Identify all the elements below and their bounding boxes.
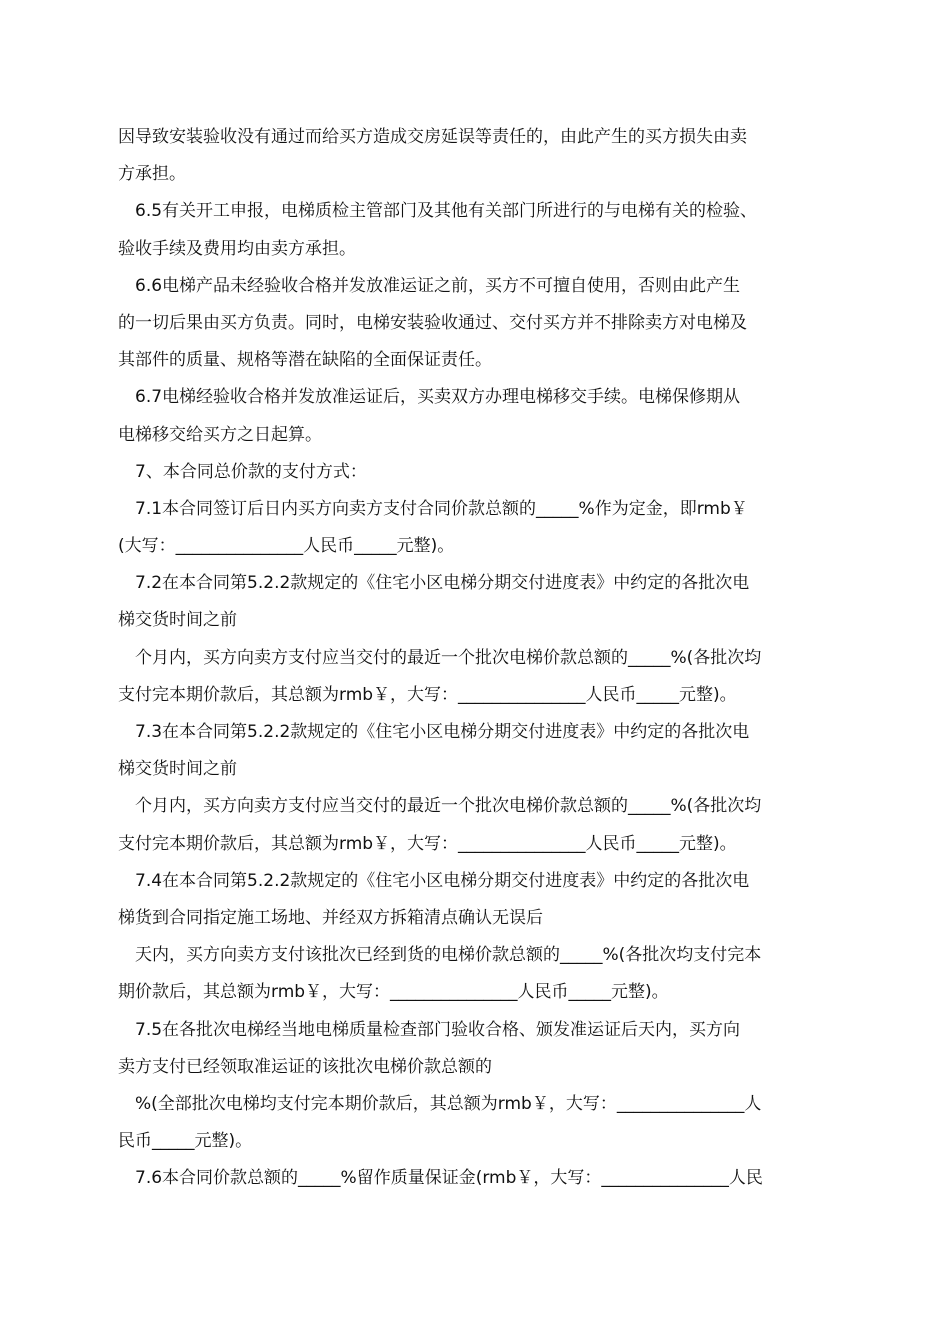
text-line: %(全部批次电梯均支付完本期价款后，其总额为rmb￥，大写：_______________人 <box>135 1093 762 1114</box>
text-line: 的一切后果由买方负责。同时，电梯安装验收通过、交付买方并不排除卖方对电梯及 <box>118 312 747 333</box>
text-line: 个月内，买方向卖方支付应当交付的最近一个批次电梯价款总额的_____%(各批次均 <box>135 796 762 817</box>
text-line: 天内，买方向卖方支付该批次已经到货的电梯价款总额的_____%(各批次均支付完本 <box>135 945 762 966</box>
text-line: 期价款后，其总额为rmb￥，大写：_______________人民币_____元整)。 <box>118 982 669 1003</box>
text-line: 支付完本期价款后，其总额为rmb￥，大写：_______________人民币_____元整)。 <box>118 833 737 854</box>
text-line: 民币_____元整)。 <box>118 1131 253 1152</box>
clause-7-5: 7.5在各批次电梯经当地电梯质量检查部门验收合格、颁发准运证后天内，买方向 <box>135 1019 741 1040</box>
clause-7-6: 7.6本合同价款总额的_____%留作质量保证金(rmb￥，大写：_______________人民 <box>135 1168 763 1189</box>
clause-7-4: 7.4在本合同第5.2.2款规定的《住宅小区电梯分期交付进度表》中约定的各批次电 <box>135 870 750 891</box>
text-line: 梯交货时间之前 <box>118 759 237 780</box>
text-line: 电梯移交给买方之日起算。 <box>118 424 322 445</box>
text-line: 其部件的质量、规格等潜在缺陷的全面保证责任。 <box>118 350 492 371</box>
text-line: 方承担。 <box>118 164 186 185</box>
text-line: 支付完本期价款后，其总额为rmb￥，大写：_______________人民币_____元整)。 <box>118 684 737 705</box>
section-7-heading: 7、本合同总价款的支付方式： <box>135 461 367 482</box>
clause-6-7: 6.7电梯经验收合格并发放准运证后，买卖双方办理电梯移交手续。电梯保修期从 <box>135 387 741 408</box>
text-line: 梯货到合同指定施工场地、并经双方拆箱清点确认无误后 <box>118 907 543 928</box>
clause-7-2: 7.2在本合同第5.2.2款规定的《住宅小区电梯分期交付进度表》中约定的各批次电 <box>135 573 750 594</box>
text-line: 验收手续及费用均由卖方承担。 <box>118 238 356 259</box>
clause-7-3: 7.3在本合同第5.2.2款规定的《住宅小区电梯分期交付进度表》中约定的各批次电 <box>135 722 750 742</box>
clause-6-5: 6.5有关开工申报，电梯质检主管部门及其他有关部门所进行的与电梯有关的检验、 <box>135 201 758 222</box>
clause-7-1: 7.1本合同签订后日内买方向卖方支付合同价款总额的_____%作为定金，即rmb￥ <box>135 498 748 519</box>
clause-6-6: 6.6电梯产品未经验收合格并发放准运证之前，买方不可擅自使用，否则由此产生 <box>135 275 741 296</box>
contract-text <box>118 122 838 1200</box>
text-line: 因导致安装验收没有通过而给买方造成交房延误等责任的，由此产生的买方损失由卖 <box>118 127 747 147</box>
text-line: 个月内，买方向卖方支付应当交付的最近一个批次电梯价款总额的_____%(各批次均 <box>135 647 762 668</box>
text-line: 梯交货时间之前 <box>118 610 237 631</box>
text-line: 卖方支付已经领取准运证的该批次电梯价款总额的 <box>118 1056 492 1077</box>
text-line: (大写：_______________人民币_____元整)。 <box>118 536 455 557</box>
